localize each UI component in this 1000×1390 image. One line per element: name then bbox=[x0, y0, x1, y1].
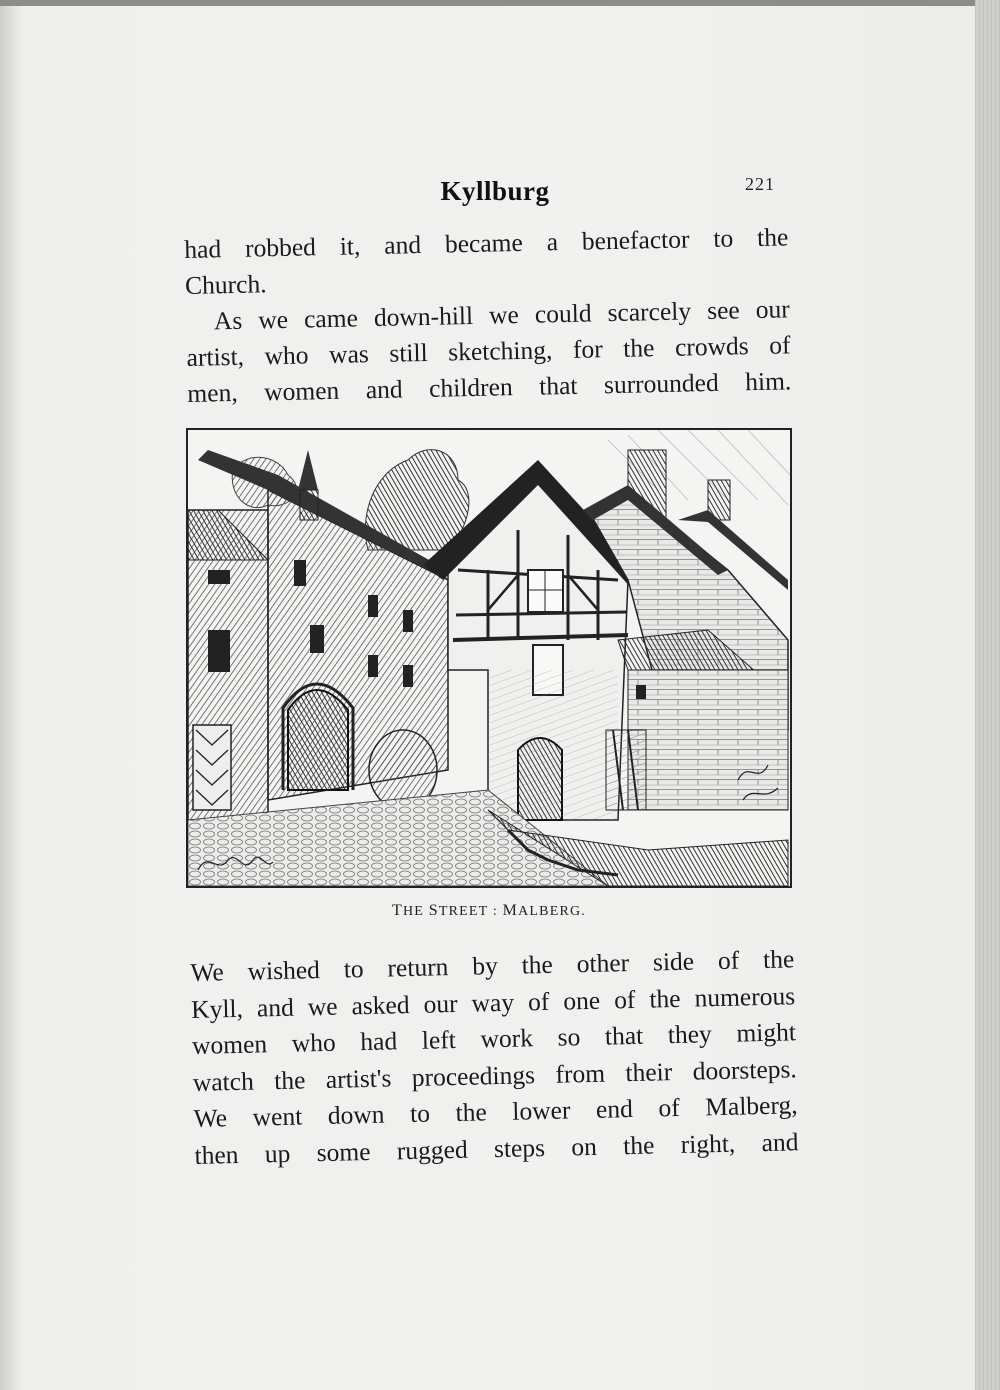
text-line: had robbed it, and became a benefactor to the bbox=[184, 222, 789, 264]
engraving-drawing bbox=[188, 430, 790, 886]
caption-initial: M bbox=[502, 902, 519, 919]
text-line: women who had left work so that they might bbox=[191, 1017, 797, 1060]
caption-initial: S bbox=[428, 902, 439, 919]
text-line: We wished to return by the other side of the bbox=[190, 944, 795, 987]
page-stack-edge bbox=[975, 0, 1000, 1390]
caption-smallcaps: TREET : bbox=[438, 904, 498, 919]
text-line: Church. bbox=[184, 269, 267, 300]
text-line: As we came down-hill we could scarcely see our bbox=[213, 294, 791, 336]
text-line: men, women and children that surrounded him. bbox=[187, 366, 792, 408]
street-illustration bbox=[186, 428, 792, 888]
left-building bbox=[188, 510, 268, 820]
top-edge-rule bbox=[0, 0, 975, 6]
caption-smallcaps: HE bbox=[402, 904, 425, 919]
text-line: watch the artist's proceedings from their doorsteps. bbox=[192, 1053, 798, 1097]
caption-initial: T bbox=[392, 902, 403, 919]
running-head: Kyllburg bbox=[440, 176, 550, 206]
paragraph-bottom bbox=[190, 941, 799, 1174]
text-line: Kyll, and we asked our way of one of the numerous bbox=[190, 980, 796, 1024]
text-line: We went down to the lower end of Malberg, bbox=[193, 1090, 798, 1133]
paragraph-top bbox=[184, 219, 792, 412]
text-line: then up some rugged steps on the right, and bbox=[194, 1126, 799, 1170]
caption-smallcaps: ALBERG. bbox=[518, 904, 586, 919]
illustration-caption bbox=[392, 902, 586, 920]
text-line: artist, who was still sketching, for the crowds of bbox=[186, 330, 791, 372]
page-number: 221 bbox=[745, 174, 775, 194]
